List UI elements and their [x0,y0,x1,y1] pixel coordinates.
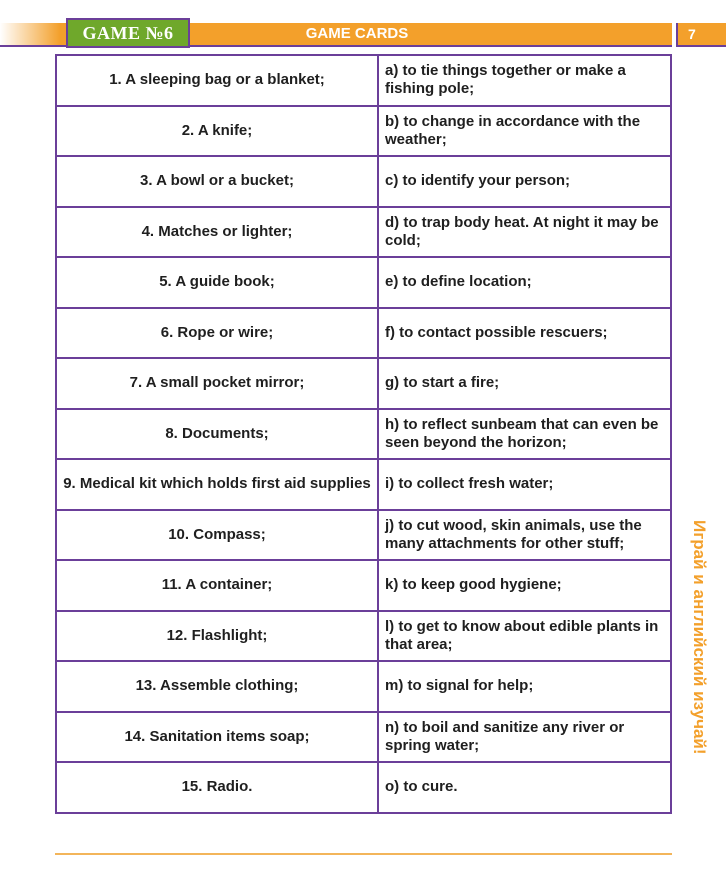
card-item: 15. Radio. [56,762,378,813]
card-item: 5. A guide book; [56,257,378,308]
card-use: m) to signal for help; [378,661,671,712]
card-row [56,712,671,763]
card-row [56,560,671,611]
card-row [56,106,671,157]
card-item: 3. A bowl or a bucket; [56,156,378,207]
card-row [56,611,671,662]
card-row [56,762,671,813]
card-row [56,409,671,460]
card-item: 9. Medical kit which holds first aid supplies [56,459,378,510]
card-item: 11. A container; [56,560,378,611]
card-item: 6. Rope or wire; [56,308,378,359]
card-item: 8. Documents; [56,409,378,460]
card-use: n) to boil and sanitize any river or spring water; [378,712,671,763]
page-number: 7 [676,23,726,47]
card-row [56,55,671,106]
card-item: 1. A sleeping bag or a blanket; [56,55,378,106]
card-use: c) to identify your person; [378,156,671,207]
card-row [56,207,671,258]
game-cards-table [55,54,672,814]
card-row [56,156,671,207]
card-use: j) to cut wood, skin animals, use the many attachments for other stuff; [378,510,671,561]
card-use: d) to trap body heat. At night it may be cold; [378,207,671,258]
header-band-fade [0,23,60,45]
card-use: e) to define location; [378,257,671,308]
side-caption: Играй и английский изучай! [690,520,709,755]
card-row [56,358,671,409]
card-row [56,510,671,561]
card-use: g) to start a fire; [378,358,671,409]
card-item: 7. A small pocket mirror; [56,358,378,409]
bottom-divider [55,853,672,855]
card-use: a) to tie things together or make a fishing pole; [378,55,671,106]
card-row [56,459,671,510]
card-item: 10. Compass; [56,510,378,561]
card-item: 14. Sanitation items soap; [56,712,378,763]
card-use: k) to keep good hygiene; [378,560,671,611]
card-item: 12. Flashlight; [56,611,378,662]
card-row [56,661,671,712]
card-item: 4. Matches or lighter; [56,207,378,258]
card-use: f) to contact possible rescuers; [378,308,671,359]
game-number-badge: GAME №6 [66,18,190,48]
card-item: 13. Assemble clothing; [56,661,378,712]
card-row [56,257,671,308]
card-row [56,308,671,359]
card-use: h) to reflect sunbeam that can even be seen beyond the horizon; [378,409,671,460]
page-title: GAME CARDS [305,25,409,42]
card-item: 2. A knife; [56,106,378,157]
card-use: l) to get to know about edible plants in that area; [378,611,671,662]
card-use: b) to change in accordance with the weather; [378,106,671,157]
card-use: i) to collect fresh water; [378,459,671,510]
card-use: o) to cure. [378,762,671,813]
